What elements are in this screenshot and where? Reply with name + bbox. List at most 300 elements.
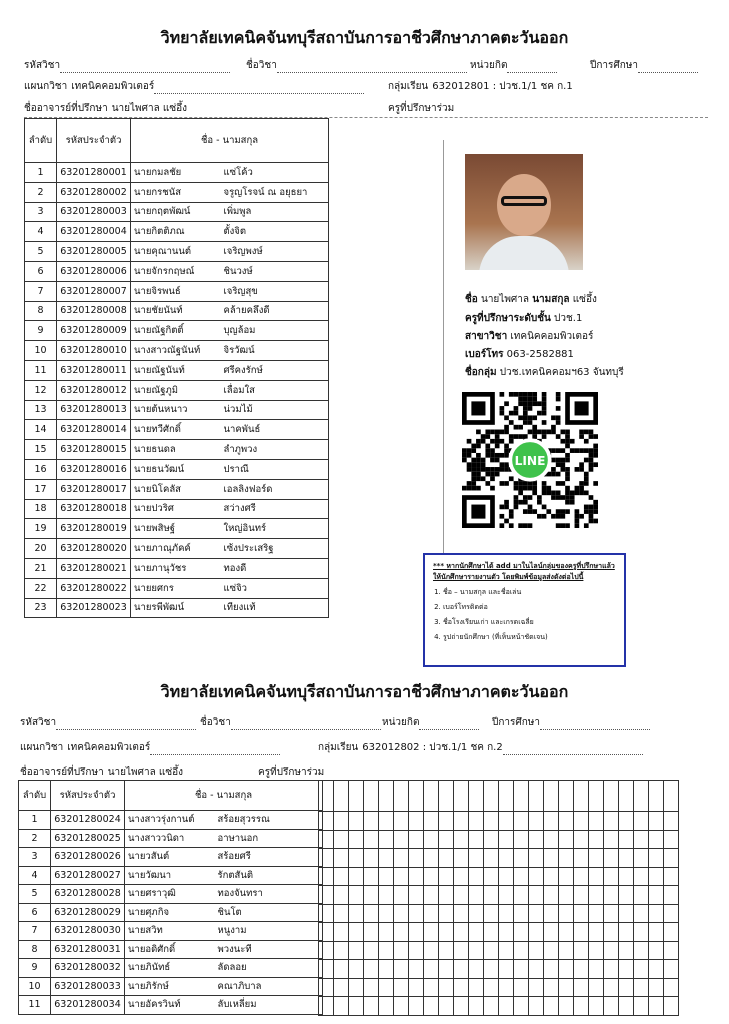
grid-cell[interactable]	[499, 978, 514, 997]
grid-cell[interactable]	[634, 886, 649, 905]
grid-cell[interactable]	[379, 904, 394, 923]
grid-cell[interactable]	[379, 812, 394, 831]
grid-cell[interactable]	[334, 941, 349, 960]
grid-cell[interactable]	[589, 978, 604, 997]
grid-cell[interactable]	[529, 867, 544, 886]
grid-cell[interactable]	[634, 997, 649, 1016]
grid-cell[interactable]	[604, 781, 619, 812]
grid-cell[interactable]	[574, 886, 589, 905]
grid-cell[interactable]	[499, 941, 514, 960]
subject-code-field: รหัสวิชา	[24, 58, 230, 73]
grid-cell[interactable]	[559, 960, 574, 979]
grid-cell[interactable]	[334, 812, 349, 831]
grid-cell[interactable]	[454, 867, 469, 886]
grid-cell[interactable]	[499, 997, 514, 1016]
grid-cell[interactable]	[559, 812, 574, 831]
grid-cell[interactable]	[664, 904, 679, 923]
grid-cell[interactable]	[574, 923, 589, 942]
grid-cell[interactable]	[559, 830, 574, 849]
grid-cell[interactable]	[664, 849, 679, 868]
grid-cell[interactable]	[559, 923, 574, 942]
grid-cell[interactable]	[454, 781, 469, 812]
grid-cell[interactable]	[469, 978, 484, 997]
grid-cell[interactable]	[589, 867, 604, 886]
grid-cell[interactable]	[544, 812, 559, 831]
grid-cell[interactable]	[514, 812, 529, 831]
grid-cell[interactable]	[484, 904, 499, 923]
grid-cell[interactable]	[439, 960, 454, 979]
grid-cell[interactable]	[544, 830, 559, 849]
grid-cell[interactable]	[649, 978, 664, 997]
grid-cell[interactable]	[319, 941, 334, 960]
grid-cell[interactable]	[409, 923, 424, 942]
grid-cell[interactable]	[394, 904, 409, 923]
grid-cell[interactable]	[319, 997, 334, 1016]
grid-cell[interactable]	[364, 960, 379, 979]
grid-cell[interactable]	[334, 978, 349, 997]
grid-cell[interactable]	[319, 960, 334, 979]
grid-cell[interactable]	[454, 960, 469, 979]
grid-cell[interactable]	[574, 812, 589, 831]
grid-cell[interactable]	[319, 867, 334, 886]
grid-cell[interactable]	[469, 867, 484, 886]
grid-cell[interactable]	[514, 781, 529, 812]
grid-cell[interactable]	[409, 830, 424, 849]
grid-cell[interactable]	[379, 886, 394, 905]
grid-cell[interactable]	[364, 886, 379, 905]
grid-cell[interactable]	[409, 781, 424, 812]
grid-cell[interactable]	[559, 978, 574, 997]
grid-cell[interactable]	[454, 978, 469, 997]
grid-cell[interactable]	[604, 941, 619, 960]
grid-cell[interactable]	[394, 830, 409, 849]
grid-cell[interactable]	[484, 923, 499, 942]
grid-cell[interactable]	[349, 886, 364, 905]
grid-cell[interactable]	[334, 867, 349, 886]
grid-cell[interactable]	[484, 978, 499, 997]
grid-cell[interactable]	[364, 923, 379, 942]
grid-cell[interactable]	[544, 781, 559, 812]
grid-row	[319, 904, 679, 923]
grid-cell[interactable]	[469, 849, 484, 868]
grid-cell[interactable]	[604, 997, 619, 1016]
grid-cell[interactable]	[409, 978, 424, 997]
grid-cell[interactable]	[544, 960, 559, 979]
grid-cell[interactable]	[499, 886, 514, 905]
grid-cell[interactable]	[439, 978, 454, 997]
grid-cell[interactable]	[499, 867, 514, 886]
grid-cell[interactable]	[424, 830, 439, 849]
grid-cell[interactable]	[424, 923, 439, 942]
grid-cell[interactable]	[574, 978, 589, 997]
grid-cell[interactable]	[619, 904, 634, 923]
grid-cell[interactable]	[349, 830, 364, 849]
grid-cell[interactable]	[424, 997, 439, 1016]
grid-cell[interactable]	[469, 960, 484, 979]
grid-cell[interactable]	[349, 960, 364, 979]
grid-cell[interactable]	[514, 849, 529, 868]
grid-cell[interactable]	[649, 886, 664, 905]
grid-cell[interactable]	[634, 978, 649, 997]
grid-cell[interactable]	[469, 781, 484, 812]
grid-cell[interactable]	[514, 997, 529, 1016]
grid-cell[interactable]	[619, 923, 634, 942]
table-row	[19, 940, 323, 959]
grid-cell[interactable]	[424, 867, 439, 886]
grid-cell[interactable]	[529, 960, 544, 979]
grid-cell[interactable]	[544, 886, 559, 905]
grid-cell[interactable]	[409, 812, 424, 831]
grid-cell[interactable]	[424, 941, 439, 960]
grid-cell[interactable]	[424, 978, 439, 997]
grid-cell[interactable]	[589, 830, 604, 849]
grid-cell[interactable]	[574, 830, 589, 849]
grid-cell[interactable]	[364, 781, 379, 812]
grid-cell[interactable]	[469, 812, 484, 831]
grid-cell[interactable]	[454, 923, 469, 942]
grid-cell[interactable]	[349, 849, 364, 868]
grid-cell[interactable]	[454, 941, 469, 960]
row-number: 20	[25, 539, 57, 559]
grid-cell[interactable]	[319, 849, 334, 868]
grid-cell[interactable]	[424, 960, 439, 979]
grid-cell[interactable]	[634, 867, 649, 886]
grid-cell[interactable]	[439, 830, 454, 849]
grid-cell[interactable]	[349, 941, 364, 960]
grid-cell[interactable]	[439, 941, 454, 960]
grid-cell[interactable]	[424, 886, 439, 905]
grid-cell[interactable]	[349, 867, 364, 886]
grid-cell[interactable]	[334, 781, 349, 812]
grid-cell[interactable]	[649, 997, 664, 1016]
grid-cell[interactable]	[394, 812, 409, 831]
grid-cell[interactable]	[634, 849, 649, 868]
grid-cell[interactable]	[499, 923, 514, 942]
grid-cell[interactable]	[319, 904, 334, 923]
grid-cell[interactable]	[514, 923, 529, 942]
grid-cell[interactable]	[454, 997, 469, 1016]
grid-cell[interactable]	[664, 812, 679, 831]
grid-cell[interactable]	[394, 997, 409, 1016]
grid-cell[interactable]	[634, 941, 649, 960]
grid-cell[interactable]	[499, 904, 514, 923]
grid-cell[interactable]	[544, 904, 559, 923]
grid-cell[interactable]	[334, 886, 349, 905]
grid-cell[interactable]	[559, 849, 574, 868]
grid-cell[interactable]	[349, 812, 364, 831]
grid-cell[interactable]	[424, 904, 439, 923]
grid-cell[interactable]	[529, 978, 544, 997]
grid-cell[interactable]	[499, 830, 514, 849]
grid-cell[interactable]	[379, 830, 394, 849]
grid-cell[interactable]	[514, 960, 529, 979]
grid-cell[interactable]	[334, 849, 349, 868]
grid-cell[interactable]	[604, 960, 619, 979]
grid-cell[interactable]	[529, 781, 544, 812]
grid-cell[interactable]	[604, 886, 619, 905]
grid-cell[interactable]	[589, 886, 604, 905]
grid-cell[interactable]	[604, 978, 619, 997]
grid-cell[interactable]	[604, 904, 619, 923]
grid-cell[interactable]	[649, 830, 664, 849]
grid-cell[interactable]	[634, 781, 649, 812]
grid-cell[interactable]	[469, 997, 484, 1016]
grid-cell[interactable]	[424, 781, 439, 812]
grid-cell[interactable]	[604, 923, 619, 942]
grid-cell[interactable]	[334, 997, 349, 1016]
grid-cell[interactable]	[499, 849, 514, 868]
grid-cell[interactable]	[559, 904, 574, 923]
grid-cell[interactable]	[379, 923, 394, 942]
grid-cell[interactable]	[499, 781, 514, 812]
grid-cell[interactable]	[574, 781, 589, 812]
grid-cell[interactable]	[334, 923, 349, 942]
grid-cell[interactable]	[619, 812, 634, 831]
grid-cell[interactable]	[334, 960, 349, 979]
grid-cell[interactable]	[394, 978, 409, 997]
grid-cell[interactable]	[319, 781, 334, 812]
grid-cell[interactable]	[574, 997, 589, 1016]
student-name: นายณัฐกิตติ์	[131, 321, 221, 341]
grid-cell[interactable]	[634, 960, 649, 979]
grid-cell[interactable]	[484, 960, 499, 979]
grid-cell[interactable]	[379, 781, 394, 812]
grid-cell[interactable]	[469, 941, 484, 960]
grid-cell[interactable]	[349, 997, 364, 1016]
grid-cell[interactable]	[649, 812, 664, 831]
grid-cell[interactable]	[319, 923, 334, 942]
grid-cell[interactable]	[514, 904, 529, 923]
grid-cell[interactable]	[529, 886, 544, 905]
grid-cell[interactable]	[469, 886, 484, 905]
grid-cell[interactable]	[484, 812, 499, 831]
grid-cell[interactable]	[364, 997, 379, 1016]
grid-cell[interactable]	[529, 812, 544, 831]
grid-cell[interactable]	[484, 886, 499, 905]
grid-cell[interactable]	[634, 812, 649, 831]
grid-cell[interactable]	[469, 830, 484, 849]
grid-cell[interactable]	[589, 997, 604, 1016]
grid-cell[interactable]	[604, 849, 619, 868]
grid-cell[interactable]	[559, 997, 574, 1016]
grid-cell[interactable]	[544, 867, 559, 886]
grid-cell[interactable]	[409, 997, 424, 1016]
grid-cell[interactable]	[409, 886, 424, 905]
grid-cell[interactable]	[409, 941, 424, 960]
grid-cell[interactable]	[349, 978, 364, 997]
grid-cell[interactable]	[589, 781, 604, 812]
grid-cell[interactable]	[439, 812, 454, 831]
grid-cell[interactable]	[544, 978, 559, 997]
grid-cell[interactable]	[439, 849, 454, 868]
grid-cell[interactable]	[394, 867, 409, 886]
grid-cell[interactable]	[559, 867, 574, 886]
grid-cell[interactable]	[574, 849, 589, 868]
grid-cell[interactable]	[514, 886, 529, 905]
grid-cell[interactable]	[589, 904, 604, 923]
grid-cell[interactable]	[559, 781, 574, 812]
grid-cell[interactable]	[394, 923, 409, 942]
grid-cell[interactable]	[454, 904, 469, 923]
student-surname: เพิ่มพูล	[221, 202, 329, 222]
grid-cell[interactable]	[589, 923, 604, 942]
grid-cell[interactable]	[364, 867, 379, 886]
grid-cell[interactable]	[319, 830, 334, 849]
grid-cell[interactable]	[379, 867, 394, 886]
grid-cell[interactable]	[364, 904, 379, 923]
grid-cell[interactable]	[664, 781, 679, 812]
grid-cell[interactable]	[484, 849, 499, 868]
grid-cell[interactable]	[379, 978, 394, 997]
grid-cell[interactable]	[619, 781, 634, 812]
grid-cell[interactable]	[604, 830, 619, 849]
grid-cell[interactable]	[424, 849, 439, 868]
grid-cell[interactable]	[619, 849, 634, 868]
grid-cell[interactable]	[424, 812, 439, 831]
grid-cell[interactable]	[574, 960, 589, 979]
grid-cell[interactable]	[334, 904, 349, 923]
grid-cell[interactable]	[664, 960, 679, 979]
grid-cell[interactable]	[529, 904, 544, 923]
grid-cell[interactable]	[349, 781, 364, 812]
line-qr-code-icon[interactable]	[462, 392, 598, 528]
grid-cell[interactable]	[379, 960, 394, 979]
grid-cell[interactable]	[439, 886, 454, 905]
grid-cell[interactable]	[334, 830, 349, 849]
grid-cell[interactable]	[319, 812, 334, 831]
grid-cell[interactable]	[454, 886, 469, 905]
grid-cell[interactable]	[364, 830, 379, 849]
grid-cell[interactable]	[619, 867, 634, 886]
grid-cell[interactable]	[394, 960, 409, 979]
grid-cell[interactable]	[484, 781, 499, 812]
grid-cell[interactable]	[439, 997, 454, 1016]
grid-cell[interactable]	[379, 849, 394, 868]
grid-cell[interactable]	[664, 830, 679, 849]
grid-cell[interactable]	[409, 867, 424, 886]
grid-cell[interactable]	[394, 941, 409, 960]
grid-cell[interactable]	[499, 960, 514, 979]
grid-cell[interactable]	[439, 923, 454, 942]
grid-cell[interactable]	[409, 960, 424, 979]
grid-cell[interactable]	[364, 812, 379, 831]
grid-cell[interactable]	[604, 867, 619, 886]
grid-cell[interactable]	[664, 978, 679, 997]
grid-cell[interactable]	[664, 867, 679, 886]
grid-cell[interactable]	[619, 997, 634, 1016]
grid-cell[interactable]	[664, 997, 679, 1016]
grid-cell[interactable]	[589, 812, 604, 831]
grid-cell[interactable]	[664, 941, 679, 960]
grid-cell[interactable]	[484, 867, 499, 886]
grid-cell[interactable]	[544, 941, 559, 960]
grid-cell[interactable]	[379, 997, 394, 1016]
grid-cell[interactable]	[649, 849, 664, 868]
grid-cell[interactable]	[364, 978, 379, 997]
grid-cell[interactable]	[634, 904, 649, 923]
grid-cell[interactable]	[619, 960, 634, 979]
grid-cell[interactable]	[499, 812, 514, 831]
grid-cell[interactable]	[364, 849, 379, 868]
year-field: ปีการศึกษา	[590, 58, 698, 73]
grid-cell[interactable]	[604, 812, 619, 831]
grid-cell[interactable]	[514, 978, 529, 997]
grid-cell[interactable]	[649, 867, 664, 886]
grid-cell[interactable]	[409, 904, 424, 923]
grid-cell[interactable]	[484, 941, 499, 960]
grid-cell[interactable]	[439, 781, 454, 812]
grid-cell[interactable]	[484, 830, 499, 849]
grid-cell[interactable]	[664, 923, 679, 942]
grid-cell[interactable]	[559, 886, 574, 905]
grid-cell[interactable]	[544, 923, 559, 942]
grid-cell[interactable]	[454, 849, 469, 868]
grid-cell[interactable]	[589, 849, 604, 868]
student-name: นายคุณานนต์	[131, 242, 221, 262]
grid-cell[interactable]	[529, 923, 544, 942]
grid-cell[interactable]	[469, 923, 484, 942]
grid-cell[interactable]	[394, 886, 409, 905]
grid-cell[interactable]	[619, 978, 634, 997]
grid-cell[interactable]	[349, 904, 364, 923]
grid-cell[interactable]	[514, 941, 529, 960]
grid-cell[interactable]	[529, 849, 544, 868]
grid-cell[interactable]	[514, 867, 529, 886]
grid-cell[interactable]	[544, 849, 559, 868]
grid-cell[interactable]	[544, 997, 559, 1016]
grid-cell[interactable]	[574, 867, 589, 886]
grid-cell[interactable]	[319, 886, 334, 905]
grid-cell[interactable]	[469, 904, 484, 923]
grid-cell[interactable]	[649, 960, 664, 979]
grid-cell[interactable]	[634, 830, 649, 849]
grid-cell[interactable]	[574, 904, 589, 923]
grid-cell[interactable]	[619, 830, 634, 849]
grid-cell[interactable]	[649, 781, 664, 812]
grid-cell[interactable]	[574, 941, 589, 960]
grid-cell[interactable]	[439, 867, 454, 886]
grid-cell[interactable]	[484, 997, 499, 1016]
row-number: 19	[25, 519, 57, 539]
grid-cell[interactable]	[649, 904, 664, 923]
grid-cell[interactable]	[634, 923, 649, 942]
grid-cell[interactable]	[514, 830, 529, 849]
grid-cell[interactable]	[394, 849, 409, 868]
grid-cell[interactable]	[409, 849, 424, 868]
grid-cell[interactable]	[364, 941, 379, 960]
grid-cell[interactable]	[619, 941, 634, 960]
grid-cell[interactable]	[664, 886, 679, 905]
grid-cell[interactable]	[319, 978, 334, 997]
student-name: นายธนวัฒน์	[131, 459, 221, 479]
grid-cell[interactable]	[394, 781, 409, 812]
grid-cell[interactable]	[529, 997, 544, 1016]
grid-cell[interactable]	[379, 941, 394, 960]
grid-cell[interactable]	[454, 830, 469, 849]
grid-cell[interactable]	[529, 941, 544, 960]
row-number: 11	[19, 996, 51, 1015]
grid-cell[interactable]	[649, 923, 664, 942]
grid-cell[interactable]	[454, 812, 469, 831]
grid-cell[interactable]	[619, 886, 634, 905]
grid-cell[interactable]	[439, 904, 454, 923]
grid-cell[interactable]	[559, 941, 574, 960]
grid-cell[interactable]	[589, 941, 604, 960]
grid-cell[interactable]	[529, 830, 544, 849]
grid-cell[interactable]	[589, 960, 604, 979]
grid-cell[interactable]	[349, 923, 364, 942]
grid-cell[interactable]	[649, 941, 664, 960]
